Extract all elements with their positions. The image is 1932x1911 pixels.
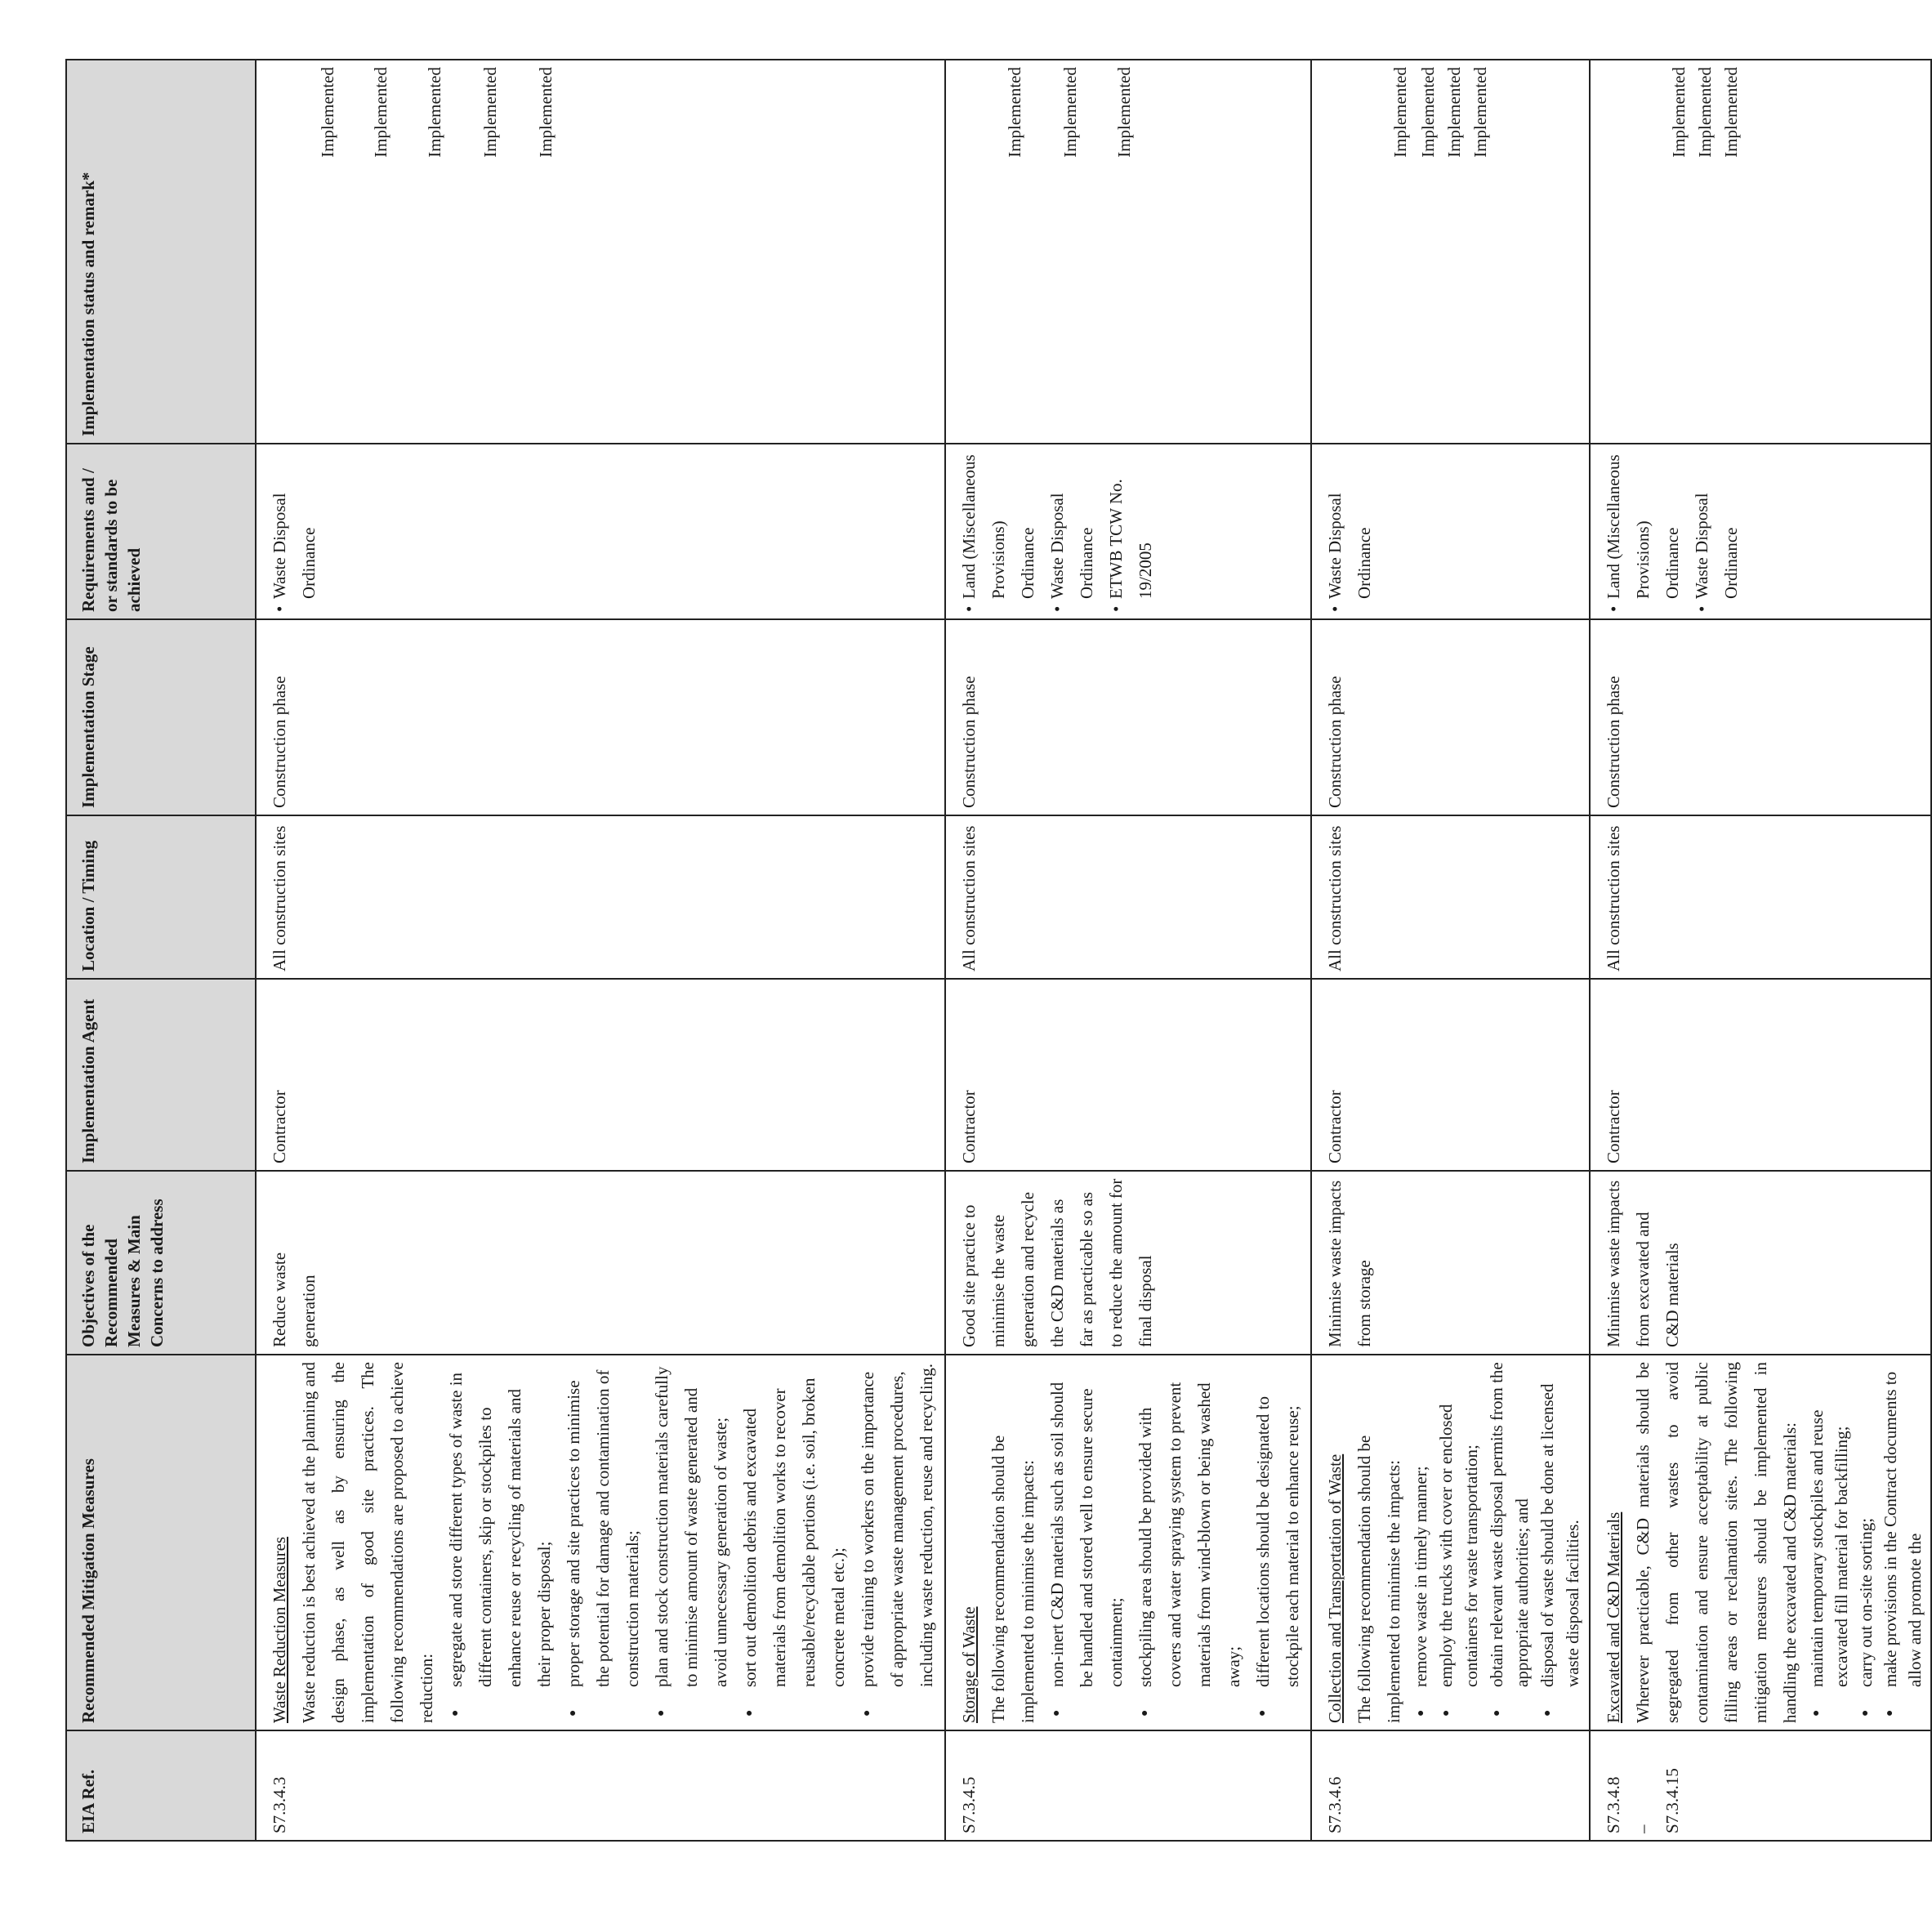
measure-list (1042, 1362, 1307, 1723)
header-row (66, 60, 256, 1841)
cell-measures (945, 1355, 1311, 1730)
status-text: Implemented (1114, 67, 1134, 158)
eia-ref-line: – (1633, 1824, 1653, 1833)
measure-intro: The following recommendation should be implemented to minimise the impacts: (988, 1435, 1037, 1723)
cell-status (1311, 60, 1590, 444)
list-item: • Waste Disposal Ordinance (1320, 451, 1379, 612)
cell-status (256, 60, 945, 444)
cell-agent: Contractor (945, 979, 1311, 1171)
status-text: Implemented (371, 67, 390, 158)
table-row (1590, 60, 1931, 1841)
cell-stage: Construction phase (256, 619, 945, 815)
measure-list (1408, 1362, 1586, 1723)
status-text: Implemented (1444, 67, 1464, 158)
status-text: Implemented (1005, 67, 1024, 158)
cell-objective: Good site practice to minimise the waste generation and recycle the C&D materials as far as practicable so as to reduce the amount for final disposal (945, 1171, 1311, 1355)
list-item: • ETWB TCW No. 19/2005 (1101, 451, 1160, 612)
cell-requirements (256, 444, 945, 619)
list-item: ● remove waste in timely manner; (1408, 1362, 1434, 1687)
header-eia-ref: EIA Ref. (66, 1730, 256, 1841)
list-item: ● sort out demolition debris and excavated materials from demolition works to recover reusable/recyclable portions (i.e. soil, broken concrete metal etc.); (735, 1362, 853, 1687)
rotated-landscape-page (65, 60, 1925, 1842)
cell-eia-ref: S7.3.4.6 (1311, 1730, 1590, 1841)
list-item: • Land (Miscellaneous Provisions) Ordinance (1599, 451, 1687, 612)
requirements-list (1320, 451, 1379, 612)
requirements-list (265, 451, 323, 612)
header-location: Location / Timing (66, 815, 256, 979)
list-item: ● plan and stock construction materials carefully to minimise amount of waste generated and avoid unnecessary generation of waste; (647, 1362, 735, 1687)
eia-ref-line: S7.3.4.15 (1662, 1768, 1682, 1833)
cell-stage: Construction phase (945, 619, 1311, 815)
list-item: ● employ the trucks with cover or enclosed containers for waste transportation; (1434, 1362, 1484, 1687)
cell-objective: Minimise waste impacts from excavated and C&D materials (1590, 1171, 1931, 1355)
requirements-list (1599, 451, 1746, 612)
cell-agent: Contractor (256, 979, 945, 1171)
status-text: Implemented (1470, 67, 1490, 158)
status-text: Implemented (1695, 67, 1715, 158)
status-text: Implemented (1669, 67, 1689, 158)
list-item: ● stockpiling area should be provided with covers and water spraying system to prevent materials from wind-blown or being washed away; (1131, 1362, 1248, 1687)
table-row (945, 60, 1311, 1841)
measure-title: Storage of Waste (959, 1606, 979, 1723)
header-status: Implementation status and remark* (66, 60, 256, 444)
list-item: ● make provisions in the Contract documents to allow and promote the (1878, 1362, 1927, 1687)
cell-requirements (945, 444, 1311, 619)
cell-location: All construction sites (1311, 815, 1590, 979)
list-item: • Land (Miscellaneous Provisions) Ordinance (954, 451, 1042, 612)
header-agent: Implementation Agent (66, 979, 256, 1171)
list-item: • Waste Disposal Ordinance (1042, 451, 1101, 612)
cell-measures (1311, 1355, 1590, 1730)
cell-objective: Reduce waste generation (256, 1171, 945, 1355)
table-row (1311, 60, 1590, 1841)
cell-requirements (1311, 444, 1590, 619)
cell-objective: Minimise waste impacts from storage (1311, 1171, 1590, 1355)
list-item: ● disposal of waste should be done at licensed waste disposal facilities. (1535, 1362, 1586, 1687)
list-item: • Waste Disposal Ordinance (265, 451, 323, 612)
status-text: Implemented (1721, 67, 1741, 158)
measure-title: Collection and Transportation of Waste (1325, 1453, 1345, 1723)
status-text: Implemented (1060, 67, 1080, 158)
list-item: ● maintain temporary stockpiles and reuse excavated fill material for backfilling; (1805, 1362, 1854, 1687)
list-item: ● provide training to workers on the importance of appropriate waste management procedures, including waste reduction, reuse and recycling. (853, 1362, 941, 1687)
list-item: ● segregate and store different types of waste in different containers, skip or stockpiles to enhance reuse or recycling of materials and their proper disposal; (441, 1362, 559, 1687)
cell-eia-ref: S7.3.4.3 (256, 1730, 945, 1841)
list-item: ● different locations should be designated to stockpile each material to enhance reuse; (1248, 1362, 1307, 1687)
cell-location: All construction sites (1590, 815, 1931, 979)
eia-ref-line: S7.3.4.8 (1604, 1776, 1623, 1833)
requirements-list (954, 451, 1160, 612)
cell-status (945, 60, 1311, 444)
cell-status (1590, 60, 1931, 444)
header-measures: Recommended Mitigation Measures (66, 1355, 256, 1730)
cell-agent: Contractor (1311, 979, 1590, 1171)
cell-location: All construction sites (256, 815, 945, 979)
list-item: ● carry out on-site sorting; (1854, 1362, 1878, 1687)
cell-eia-ref: S7.3.4.5 (945, 1730, 1311, 1841)
cell-agent: Contractor (1590, 979, 1931, 1171)
measure-intro: Wherever practicable, C&D materials should be segregated from other wastes to avoid contamination and ensure acceptability at public filling areas or reclamation sites. The following mitigation measures should be implemented in handling the excavated and C&D materials: (1633, 1362, 1800, 1723)
cell-measures (1590, 1355, 1931, 1730)
cell-stage: Construction phase (1311, 619, 1590, 815)
list-item: ● proper storage and site practices to minimise the potential for damage and contamination of construction materials; (559, 1362, 647, 1687)
status-text: Implemented (1390, 67, 1410, 158)
header-requirements: Requirements and / or standards to be achieved (66, 444, 256, 619)
status-text: Implemented (1418, 67, 1438, 158)
measure-intro: The following recommendation should be implemented to minimise the impacts: (1354, 1435, 1403, 1723)
cell-eia-ref (1590, 1730, 1931, 1841)
measure-intro: Waste reduction is best achieved at the planning and design phase, as well as by ensuring the implementation of good site practices. The following recommendations are proposed to achieve reduction: (299, 1362, 436, 1723)
measure-title: Excavated and C&D Materials (1604, 1511, 1623, 1723)
status-text: Implemented (318, 67, 337, 158)
list-item: • Waste Disposal Ordinance (1687, 451, 1746, 612)
cell-location: All construction sites (945, 815, 1311, 979)
cell-requirements (1590, 444, 1931, 619)
header-objectives: Objectives of the Recommended Measures & Main Concerns to address (66, 1171, 256, 1355)
table-row (256, 60, 945, 1841)
measure-list (441, 1362, 941, 1723)
measure-list (1805, 1362, 1927, 1723)
header-stage: Implementation Stage (66, 619, 256, 815)
status-text: Implemented (480, 67, 500, 158)
cell-measures (256, 1355, 945, 1730)
cell-stage: Construction phase (1590, 619, 1931, 815)
status-text: Implemented (425, 67, 444, 158)
list-item: ● obtain relevant waste disposal permits from the appropriate authorities; and (1484, 1362, 1535, 1687)
status-text: Implemented (536, 67, 556, 158)
list-item: ● non-inert C&D materials such as soil should be handled and stored well to ensure secure containment; (1042, 1362, 1131, 1687)
measure-title: Waste Reduction Measures (270, 1536, 289, 1723)
mitigation-measures-table (65, 59, 1932, 1842)
